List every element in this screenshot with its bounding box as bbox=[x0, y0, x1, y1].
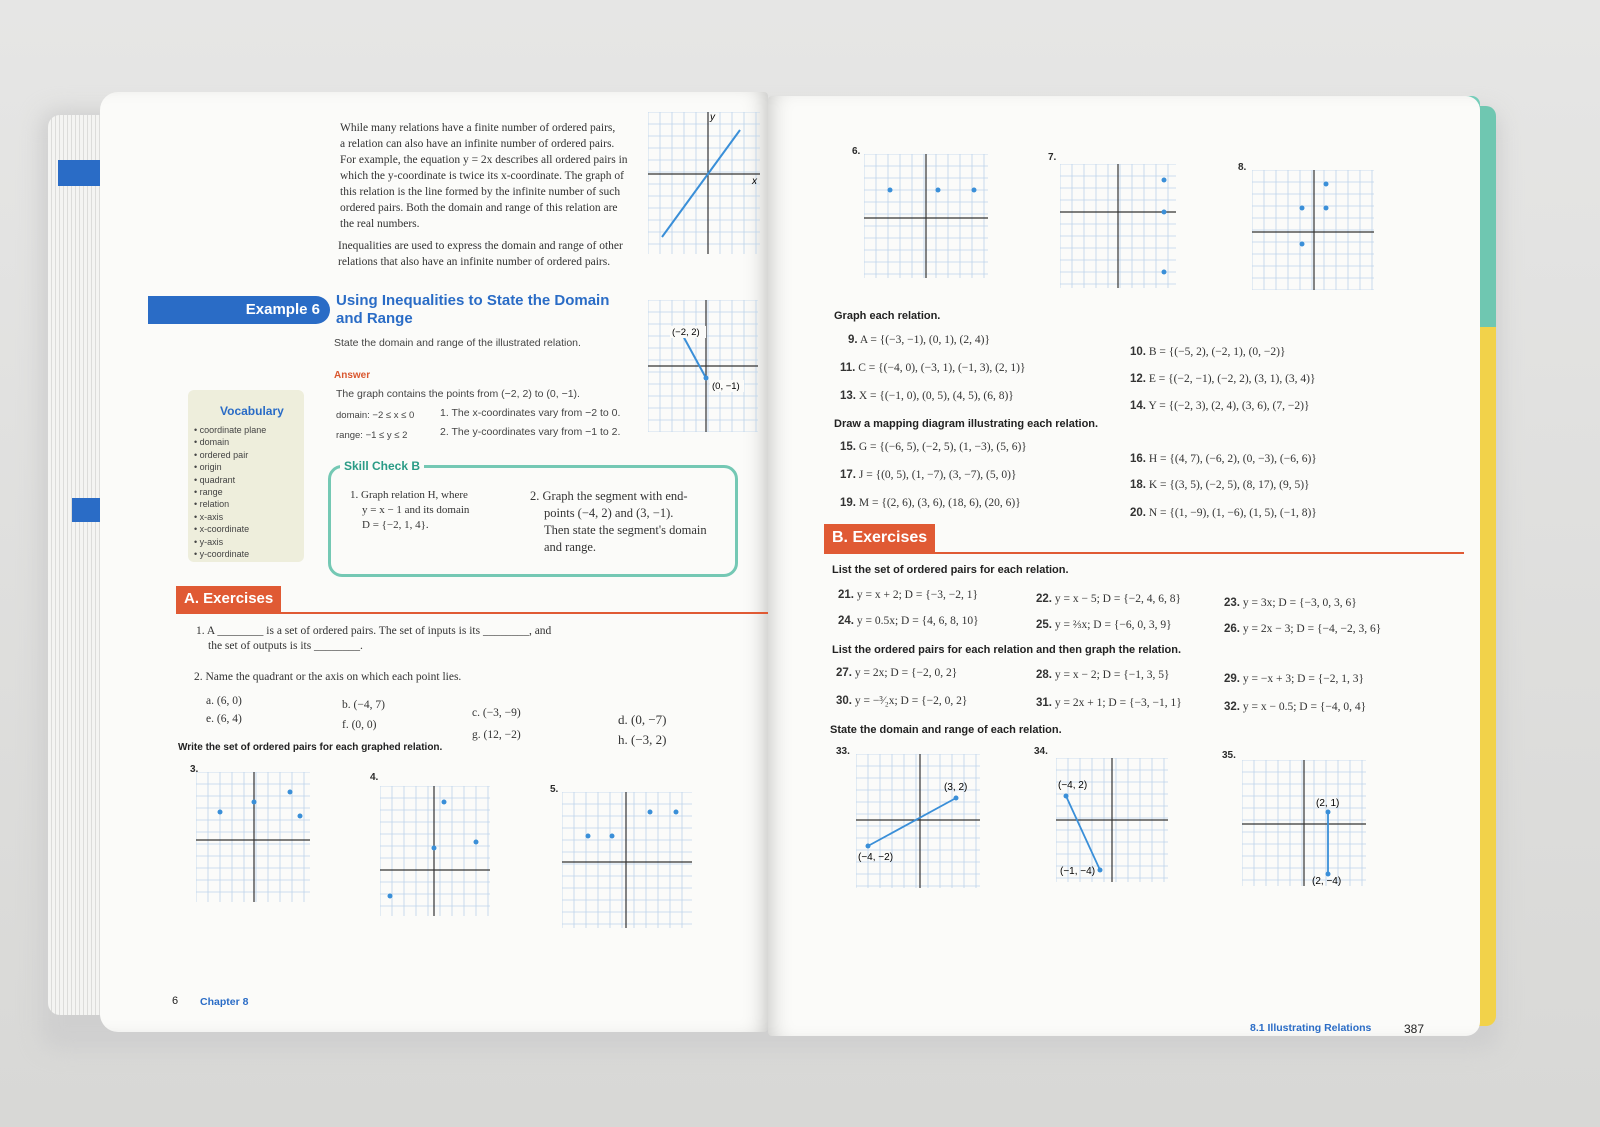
item-number: 22. bbox=[1036, 593, 1052, 605]
text-line: relations that also have an infinite number of ordered pairs. bbox=[338, 256, 611, 268]
point-item bbox=[342, 698, 385, 713]
exercise-2: 2. Name the quadrant or the axis on which each point lies. bbox=[194, 671, 462, 683]
relation-item bbox=[1130, 478, 1310, 493]
item-text: B = {(−5, 2), (−2, 1), (0, −2)} bbox=[1148, 346, 1286, 358]
exercise-3-graph bbox=[196, 772, 310, 902]
example-title bbox=[336, 292, 646, 328]
item-number: 16. bbox=[1130, 453, 1146, 465]
example-label: Example 6 bbox=[148, 296, 330, 324]
y-axis-label: y bbox=[710, 112, 715, 123]
point-label: (3, 2) bbox=[944, 782, 968, 793]
item-number: 11. bbox=[840, 362, 856, 374]
relation-item bbox=[840, 440, 1027, 455]
grid bbox=[1252, 170, 1374, 290]
item-number: 23. bbox=[1224, 597, 1240, 609]
item-number: 32. bbox=[1224, 701, 1240, 713]
item-text: y = 2x + 1; D = {−3, −1, 1} bbox=[1054, 697, 1182, 709]
example-title-line: Using Inequalities to State the Domain bbox=[336, 292, 610, 309]
vocab-item: • domain bbox=[194, 436, 266, 448]
item-text: A = {(−3, −1), (0, 1), (2, 4)} bbox=[859, 334, 990, 346]
relation-segment bbox=[682, 334, 706, 378]
item-text: M = {(2, 6), (3, 6), (18, 6), (20, 6)} bbox=[858, 497, 1021, 509]
graph-number: 8. bbox=[1238, 162, 1247, 173]
text-line: Inequalities are used to express the domain and range of other bbox=[338, 240, 623, 252]
graph-each-instruction: Graph each relation. bbox=[834, 310, 941, 322]
item-text: E = {(−2, −1), (−2, 2), (3, 1), (3, 4)} bbox=[1148, 373, 1316, 385]
item-value: (0, 0) bbox=[351, 719, 377, 731]
list-item bbox=[836, 694, 967, 709]
text-line: y = x − 1 and its domain bbox=[362, 504, 470, 516]
vocabulary-box bbox=[188, 390, 304, 562]
item-number: 27. bbox=[836, 667, 852, 679]
section-footer: 8.1 Illustrating Relations bbox=[1250, 1022, 1372, 1034]
endpoint bbox=[954, 796, 959, 801]
item-number: 31. bbox=[1036, 697, 1052, 709]
exercise-5-graph bbox=[562, 792, 692, 928]
point-label: (2, 1) bbox=[1316, 798, 1340, 809]
item-value: (0, −7) bbox=[631, 712, 667, 727]
endpoint bbox=[1098, 868, 1103, 873]
vocab-item: • coordinate plane bbox=[194, 424, 266, 436]
list-item bbox=[838, 588, 978, 603]
point bbox=[1162, 178, 1167, 183]
item-text: y = x + 2; D = {−3, −2, 1} bbox=[856, 589, 978, 601]
list-item bbox=[1224, 700, 1366, 715]
point-label: (−1, −4) bbox=[1060, 866, 1096, 877]
item-text: K = {(3, 5), (−2, 5), (8, 17), (9, 5)} bbox=[1148, 479, 1310, 491]
item-number: 13. bbox=[840, 390, 856, 402]
note-2: 2. The y-coordinates vary from −1 to 2. bbox=[440, 426, 621, 438]
graph-number: 7. bbox=[1048, 152, 1057, 163]
left-page-number: 6 bbox=[172, 995, 179, 1007]
text-line: 1. Graph relation H, where bbox=[350, 489, 468, 501]
text-line: the real numbers. bbox=[340, 218, 420, 230]
point bbox=[1324, 206, 1329, 211]
vocab-item: • ordered pair bbox=[194, 449, 266, 461]
point bbox=[888, 188, 893, 193]
relation-item bbox=[840, 361, 1026, 376]
point bbox=[1162, 270, 1167, 275]
domain-range-instruction: State the domain and range of each relation. bbox=[830, 724, 1062, 736]
exercise-1 bbox=[196, 624, 551, 654]
text-line: While many relations have a finite number of ordered pairs, bbox=[340, 122, 616, 134]
item-text: y = 2x − 3; D = {−4, −2, 3, 6} bbox=[1242, 623, 1382, 635]
point bbox=[610, 834, 615, 839]
skill-check-title: Skill Check B bbox=[340, 459, 424, 473]
exercise-8-graph bbox=[1252, 170, 1374, 290]
item-text: y = x − 2; D = {−1, 3, 5} bbox=[1054, 669, 1170, 681]
item-number: 29. bbox=[1224, 673, 1240, 685]
relation-item bbox=[848, 333, 990, 348]
item-number: 24. bbox=[838, 615, 854, 627]
graph-number: 4. bbox=[370, 772, 379, 783]
vocabulary-list bbox=[194, 424, 266, 560]
item-value: (6, 0) bbox=[216, 695, 242, 707]
item-text: Y = {(−2, 3), (2, 4), (3, 6), (7, −2)} bbox=[1148, 400, 1310, 412]
graph-number: 5. bbox=[550, 784, 559, 795]
relation-item bbox=[1130, 372, 1316, 387]
item-number: 10. bbox=[1130, 346, 1146, 358]
text-line: 2. Graph the segment with end- bbox=[530, 489, 688, 503]
item-text: H = {(4, 7), (−6, 2), (0, −3), (−6, 6)} bbox=[1148, 453, 1317, 465]
text-line: ordered pairs. Both the domain and range of this relation are bbox=[340, 202, 618, 214]
item-text: y = x − 5; D = {−2, 4, 6, 8} bbox=[1054, 593, 1181, 605]
relation-item bbox=[840, 468, 1016, 483]
text-line: the set of outputs is its ________. bbox=[208, 640, 363, 652]
grid bbox=[562, 792, 692, 928]
endpoint bbox=[866, 844, 871, 849]
point-item bbox=[618, 712, 667, 727]
domain-statement: domain: −2 ≤ x ≤ 0 bbox=[336, 410, 415, 421]
item-text: y = 2x; D = {−2, 0, 2} bbox=[854, 667, 958, 679]
item-text: G = {(−6, 5), (−2, 5), (1, −3), (5, 6)} bbox=[858, 441, 1027, 453]
list-item bbox=[1036, 668, 1169, 683]
skill-question-1 bbox=[350, 488, 469, 533]
list-item bbox=[1036, 696, 1182, 711]
exercises-a-title: A. Exercises bbox=[176, 586, 281, 612]
text-line: points (−4, 2) and (3, −1). bbox=[544, 506, 674, 520]
item-text: y = −x + 3; D = {−2, 1, 3} bbox=[1242, 673, 1364, 685]
graph-y-equals-2x bbox=[648, 112, 760, 254]
item-number: 17. bbox=[840, 469, 856, 481]
note-1: 1. The x-coordinates vary from −2 to 0. bbox=[440, 407, 621, 419]
point-item bbox=[472, 706, 521, 721]
endpoint bbox=[704, 376, 709, 381]
point bbox=[674, 810, 679, 815]
chapter-footer: Chapter 8 bbox=[200, 996, 249, 1008]
vocab-item: • x-axis bbox=[194, 511, 266, 523]
exercises-b-title: B. Exercises bbox=[824, 524, 935, 552]
point-item bbox=[472, 728, 521, 743]
graph-number: 35. bbox=[1222, 750, 1236, 761]
item-label: g. bbox=[472, 729, 481, 741]
item-label: b. bbox=[342, 699, 351, 711]
item-number: 9. bbox=[848, 334, 858, 346]
point bbox=[648, 810, 653, 815]
list-item bbox=[836, 666, 957, 681]
item-number: 18. bbox=[1130, 479, 1146, 491]
endpoint bbox=[1326, 810, 1331, 815]
item-number: 21. bbox=[838, 589, 854, 601]
item-label: f. bbox=[342, 719, 349, 731]
point bbox=[388, 894, 393, 899]
list-graph-instruction: List the ordered pairs for each relation and then graph the relation. bbox=[832, 644, 1182, 656]
item-label: h. bbox=[618, 732, 628, 747]
item-text: y = ⅔x; D = {−6, 0, 3, 9} bbox=[1054, 619, 1172, 631]
range-statement: range: −1 ≤ y ≤ 2 bbox=[336, 430, 408, 441]
item-label: c. bbox=[472, 707, 480, 719]
point bbox=[1324, 182, 1329, 187]
graph-number: 33. bbox=[836, 746, 850, 757]
relation-item bbox=[840, 496, 1021, 511]
item-number: 15. bbox=[840, 441, 856, 453]
point bbox=[252, 800, 257, 805]
vocab-item: • range bbox=[194, 486, 266, 498]
item-number: 28. bbox=[1036, 669, 1052, 681]
vocab-item: • quadrant bbox=[194, 474, 266, 486]
item-value: (−4, 7) bbox=[353, 699, 385, 711]
item-text: y = x − 0.5; D = {−4, 0, 4} bbox=[1242, 701, 1367, 713]
list-item bbox=[1224, 672, 1364, 687]
item-number: 25. bbox=[1036, 619, 1052, 631]
text-line: a relation can also have an infinite number of ordered pairs. bbox=[340, 138, 615, 150]
section-divider bbox=[824, 552, 1464, 554]
relation-item bbox=[1130, 345, 1286, 360]
exercise-33-graph bbox=[856, 754, 980, 888]
item-text: y = −³⁄₂x; D = {−2, 0, 2} bbox=[854, 695, 968, 707]
example-prompt: State the domain and range of the illustrated relation. bbox=[334, 337, 581, 349]
point bbox=[586, 834, 591, 839]
item-number: 12. bbox=[1130, 373, 1146, 385]
point-label: (0, −1) bbox=[712, 381, 740, 392]
point bbox=[936, 188, 941, 193]
point-label: (−4, 2) bbox=[1058, 780, 1088, 791]
point-item bbox=[206, 712, 242, 727]
graph-number: 3. bbox=[190, 764, 199, 775]
relation-item bbox=[840, 389, 1014, 404]
text-line: Then state the segment's domain bbox=[544, 523, 707, 537]
item-number: 26. bbox=[1224, 623, 1240, 635]
graph-number: 34. bbox=[1034, 746, 1048, 757]
right-page-number: 387 bbox=[1404, 1022, 1425, 1036]
list-item bbox=[1036, 618, 1172, 633]
inequality-paragraph bbox=[338, 238, 648, 270]
item-label: e. bbox=[206, 713, 214, 725]
exercise-34-graph bbox=[1056, 758, 1168, 882]
exercise-4-graph bbox=[380, 786, 490, 916]
text-line: which the y-coordinate is twice its x-coordinate. The graph of bbox=[340, 170, 625, 182]
mapping-instruction: Draw a mapping diagram illustrating each relation. bbox=[834, 418, 1099, 430]
exercise-7-graph bbox=[1060, 164, 1176, 288]
grid bbox=[380, 786, 490, 916]
item-text: y = 0.5x; D = {4, 6, 8, 10} bbox=[856, 615, 979, 627]
vocab-item: • relation bbox=[194, 498, 266, 510]
point bbox=[218, 810, 223, 815]
item-text: y = 3x; D = {−3, 0, 3, 6} bbox=[1242, 597, 1357, 609]
item-value: (12, −2) bbox=[483, 729, 521, 741]
point bbox=[972, 188, 977, 193]
point bbox=[1162, 210, 1167, 215]
list-item bbox=[1036, 592, 1181, 607]
answer-intro: The graph contains the points from (−2, 2) to (0, −1). bbox=[336, 388, 580, 400]
point bbox=[1300, 206, 1305, 211]
item-value: (−3, 2) bbox=[631, 732, 667, 747]
text-line: this relation is the line formed by the infinite number of such bbox=[340, 186, 621, 198]
point bbox=[432, 846, 437, 851]
relation-item bbox=[1130, 399, 1309, 414]
point bbox=[288, 790, 293, 795]
item-number: 19. bbox=[840, 497, 856, 509]
exercise-6-graph bbox=[864, 154, 988, 278]
item-text: X = {(−1, 0), (0, 5), (4, 5), (6, 8)} bbox=[858, 390, 1014, 402]
point-label: (−2, 2) bbox=[672, 327, 700, 338]
graph-number: 6. bbox=[852, 146, 861, 157]
item-text: C = {(−4, 0), (−3, 1), (−1, 3), (2, 1)} bbox=[858, 362, 1026, 374]
vocab-item: • y-axis bbox=[194, 536, 266, 548]
text-line: and range. bbox=[544, 540, 597, 554]
item-number: 20. bbox=[1130, 507, 1146, 519]
grid bbox=[196, 772, 310, 902]
endpoint bbox=[1064, 794, 1069, 799]
skill-question-2 bbox=[530, 488, 707, 556]
section-divider bbox=[176, 612, 768, 614]
vocab-item: • origin bbox=[194, 461, 266, 473]
point-item bbox=[618, 732, 667, 747]
item-label: a. bbox=[206, 695, 214, 707]
item-number: 14. bbox=[1130, 400, 1146, 412]
list-instruction: List the set of ordered pairs for each relation. bbox=[832, 564, 1069, 576]
relation-line bbox=[662, 130, 740, 237]
answer-label: Answer bbox=[334, 370, 371, 381]
list-item bbox=[1224, 596, 1357, 611]
x-axis-label: x bbox=[752, 176, 757, 187]
exercise-35-graph bbox=[1242, 760, 1366, 886]
text-line: For example, the equation y = 2x describes all ordered pairs in bbox=[340, 154, 628, 166]
point bbox=[442, 800, 447, 805]
example-graph bbox=[648, 300, 758, 432]
point bbox=[298, 814, 303, 819]
text-line: 1. A ________ is a set of ordered pairs. The set of inputs is its ________, and bbox=[196, 625, 552, 637]
point-item bbox=[342, 718, 377, 733]
point-label: (2, −4) bbox=[1312, 876, 1342, 886]
point bbox=[474, 840, 479, 845]
vocab-item: • x-coordinate bbox=[194, 523, 266, 535]
vocab-item: • y-coordinate bbox=[194, 548, 266, 560]
point-item bbox=[206, 694, 242, 709]
item-label: d. bbox=[618, 712, 628, 727]
list-item bbox=[838, 614, 979, 629]
write-instruction: Write the set of ordered pairs for each graphed relation. bbox=[178, 742, 443, 753]
text-line: D = {−2, 1, 4}. bbox=[362, 519, 429, 531]
grid bbox=[856, 754, 980, 888]
point bbox=[1300, 242, 1305, 247]
item-text: N = {(1, −9), (1, −6), (1, 5), (−1, 8)} bbox=[1148, 507, 1317, 519]
relation-item bbox=[1130, 452, 1317, 467]
relation-segment bbox=[1066, 796, 1100, 870]
item-number: 30. bbox=[836, 695, 852, 707]
vocabulary-title: Vocabulary bbox=[220, 404, 284, 418]
example-title-line: and Range bbox=[336, 310, 413, 327]
item-text: J = {(0, 5), (1, −7), (3, −7), (5, 0)} bbox=[858, 469, 1017, 481]
intro-paragraph bbox=[340, 120, 640, 232]
item-value: (6, 4) bbox=[216, 713, 242, 725]
relation-segment bbox=[868, 798, 956, 846]
point-label: (−4, −2) bbox=[858, 852, 894, 863]
list-item bbox=[1224, 622, 1381, 637]
item-value: (−3, −9) bbox=[482, 707, 521, 719]
relation-item bbox=[1130, 506, 1317, 521]
